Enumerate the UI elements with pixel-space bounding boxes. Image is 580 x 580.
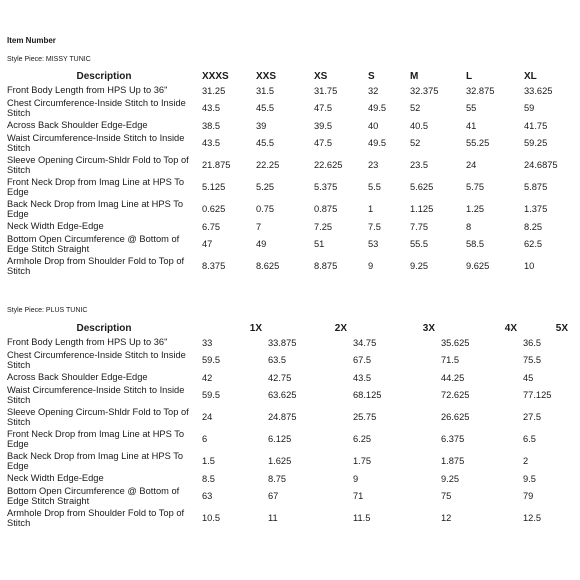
measurement-value: 59.5 [202,390,221,400]
measurement-description: Back Neck Drop from Imag Line at HPS To Edge [7,450,184,471]
description-header: Description [76,322,132,334]
table-row [6,336,574,349]
measurement-value: 59.25 [524,138,548,148]
measurement-value: 42 [202,372,213,383]
measurement-value: 8.75 [268,473,287,484]
measurement-value: 43.5 [202,103,221,113]
measurement-value: 5.375 [314,182,338,192]
measurement-value: 12.5 [523,513,542,523]
measurement-value: 8.875 [314,261,338,271]
measurement-description: Front Body Length from HPS Up to 36" [7,337,168,348]
measurement-value: 6 [202,434,208,444]
measurement-value: 11 [268,513,278,523]
table-row [6,428,574,450]
measurement-value: 43.5 [202,138,221,148]
measurement-description: Bottom Open Circumference @ Bottom of Edge Stitch Straight [7,485,180,506]
measurement-value: 6.5 [523,434,536,444]
measurement-value: 63 [202,491,213,501]
measurement-value: 71.5 [441,355,460,365]
table-row [6,485,574,507]
measurement-value: 7.5 [368,221,381,232]
measurement-value: 6.375 [441,434,465,444]
measurement-value: 79 [523,491,534,501]
size-header: M [410,70,419,82]
measurement-value: 67.5 [353,355,372,365]
measurement-value: 9.5 [523,473,536,484]
measurement-value: 24.875 [268,412,297,422]
measurement-value: 5.75 [466,182,485,192]
measurement-value: 47 [202,239,213,249]
measurement-value: 67 [268,491,279,501]
measurement-value: 41 [466,120,477,131]
measurement-value: 62.5 [524,239,543,249]
measurement-value: 2 [523,456,529,466]
measurement-value: 7.75 [410,221,429,232]
measurement-description: Across Back Shoulder Edge-Edge [7,372,148,383]
measurement-value: 5.625 [410,182,434,192]
measurement-description: Across Back Shoulder Edge-Edge [7,120,148,131]
measurement-value: 1.75 [353,456,372,466]
size-header: 2X [334,322,347,334]
measurement-value: 10 [524,261,535,271]
measurement-value: 33.875 [268,337,297,348]
size-header: S [368,70,375,82]
measurement-value: 25.75 [353,412,377,422]
measurement-value: 31.75 [314,85,338,96]
item-number-label: Item Number [7,36,56,45]
measurement-value: 22.625 [314,160,343,170]
measurement-value: 39.5 [314,120,333,131]
measurement-value: 31.25 [202,85,226,96]
table-row [6,472,574,485]
measurement-value: 1.5 [202,456,215,466]
table-row [6,176,574,198]
measurement-value: 7.25 [314,221,333,232]
missy-header-row [6,68,574,84]
measurement-value: 12 [441,513,452,523]
measurement-value: 75.5 [523,355,542,365]
table-row [6,233,574,255]
measurement-value: 6.75 [202,221,221,232]
measurement-value: 77.125 [523,390,552,400]
measurement-value: 5.25 [256,182,275,192]
table-row [6,349,574,371]
measurement-value: 5.5 [368,182,381,192]
measurement-value: 22.25 [256,160,280,170]
measurement-value: 43.5 [353,372,372,383]
measurement-value: 52 [410,138,421,148]
size-header: L [466,70,473,82]
measurement-value: 32 [368,85,379,96]
measurement-value: 1.125 [410,204,434,214]
table-row [6,507,574,529]
measurement-value: 7 [256,221,262,232]
measurement-value: 8.25 [524,221,543,232]
measurement-value: 51 [314,239,325,249]
measurement-value: 10.5 [202,513,221,523]
measurement-value: 9.25 [441,473,460,484]
size-header: 1X [249,322,262,334]
size-header: XS [314,70,328,82]
measurement-value: 9.625 [466,261,490,271]
size-header: XXXS [202,70,229,82]
measurement-description: Waist Circumference-Inside Stitch to Inside Stitch [7,384,185,405]
size-header: 4X [504,322,517,334]
size-header: 3X [422,322,435,334]
measurement-value: 49.5 [368,138,387,148]
size-header: XL [524,70,537,82]
measurement-description: Front Neck Drop from Imag Line at HPS To Edge [7,428,185,449]
measurement-value: 35.625 [441,337,470,348]
measurement-description: Back Neck Drop from Imag Line at HPS To Edge [7,198,184,219]
measurement-value: 47.5 [314,138,333,148]
measurement-value: 59 [524,103,535,113]
measurement-value: 11.5 [353,513,371,523]
measurement-value: 33 [202,337,213,348]
measurement-value: 8.375 [202,261,226,271]
measurement-value: 49.5 [368,103,387,113]
table-row [6,198,574,220]
measurement-value: 8.5 [202,473,215,484]
measurement-value: 75 [441,491,452,501]
measurement-value: 44.25 [441,372,465,383]
measurement-value: 40.5 [410,120,429,131]
measurement-value: 6.25 [353,434,372,444]
measurement-value: 45.5 [256,138,275,148]
measurement-description: Front Body Length from HPS Up to 36" [7,85,168,96]
measurement-value: 24 [202,412,213,422]
table-row [6,220,574,233]
measurement-value: 1.875 [441,456,465,466]
measurement-value: 45 [523,372,534,383]
table-row [6,97,574,119]
measurement-value: 53 [368,239,379,249]
measurement-value: 9 [368,261,374,271]
size-header: 5X [555,322,568,334]
measurement-value: 5.875 [524,182,548,192]
measurement-value: 34.75 [353,337,377,348]
measurement-value: 21.875 [202,160,231,170]
measurement-value: 68.125 [353,390,382,400]
measurement-value: 45.5 [256,103,275,113]
plus-size-table [6,320,574,529]
plus-header-row [6,320,574,336]
measurement-value: 8 [466,221,472,232]
measurement-description: Bottom Open Circumference @ Bottom of Edge Stitch Straight [7,233,180,254]
measurement-value: 42.75 [268,372,292,383]
measurement-value: 9 [353,473,359,484]
measurement-value: 32.375 [410,85,439,96]
measurement-value: 52 [410,103,421,113]
missy-style-piece: Style Piece: MISSY TUNIC [7,56,91,63]
measurement-value: 36.5 [523,337,542,348]
measurement-value: 1.25 [466,204,485,214]
measurement-description: Sleeve Opening Circum-Shldr Fold to Top of Stitch [7,154,189,175]
measurement-value: 0.75 [256,204,275,214]
measurement-value: 49 [256,239,267,249]
measurement-value: 1.375 [524,204,548,214]
table-row [6,84,574,97]
measurement-value: 55 [466,103,477,113]
measurement-value: 39 [256,120,267,131]
measurement-value: 9.25 [410,261,429,271]
measurement-value: 1 [368,204,374,214]
table-row [6,406,574,428]
measurement-description: Armhole Drop from Shoulder Fold to Top of Stitch [7,507,185,528]
measurement-description: Chest Circumference-Inside Stitch to Inside Stitch [7,97,186,118]
measurement-value: 71 [353,491,364,501]
measurement-value: 8.625 [256,261,280,271]
size-header: XXS [256,70,277,82]
table-row [6,255,574,277]
measurement-value: 24 [466,160,477,170]
measurement-value: 31.5 [256,85,275,96]
measurement-value: 23.5 [410,160,429,170]
table-row [6,132,574,154]
measurement-value: 23 [368,160,379,170]
measurement-description: Waist Circumference-Inside Stitch to Inside Stitch [7,132,185,153]
measurement-value: 26.625 [441,412,470,422]
measurement-value: 33.625 [524,85,553,96]
measurement-value: 41.75 [524,120,548,131]
measurement-value: 32.875 [466,85,495,96]
description-header: Description [76,70,132,82]
measurement-value: 27.5 [523,412,542,422]
measurement-value: 58.5 [466,239,485,249]
measurement-value: 1.625 [268,456,292,466]
table-row [6,371,574,384]
measurement-value: 55.5 [410,239,429,249]
plus-style-piece: Style Piece: PLUS TUNIC [7,307,88,314]
measurement-description: Neck Width Edge-Edge [7,473,104,484]
table-row [6,154,574,176]
measurement-description: Sleeve Opening Circum-Shldr Fold to Top of Stitch [7,406,189,427]
measurement-value: 24.6875 [524,160,558,170]
measurement-value: 5.125 [202,182,226,192]
measurement-value: 0.875 [314,204,338,214]
measurement-value: 6.125 [268,434,292,444]
measurement-value: 0.625 [202,204,226,214]
measurement-value: 40 [368,120,379,131]
measurement-value: 59.5 [202,355,221,365]
measurement-description: Chest Circumference-Inside Stitch to Inside Stitch [7,349,186,370]
measurement-description: Front Neck Drop from Imag Line at HPS To Edge [7,176,185,197]
measurement-value: 63.5 [268,355,287,365]
measurement-value: 55.25 [466,138,490,148]
measurement-description: Armhole Drop from Shoulder Fold to Top of Stitch [7,255,185,276]
table-row [6,450,574,472]
measurement-value: 38.5 [202,120,221,131]
measurement-description: Neck Width Edge-Edge [7,221,104,232]
missy-size-table [6,68,574,277]
measurement-value: 47.5 [314,103,333,113]
table-row [6,384,574,406]
table-row [6,119,574,132]
measurement-value: 63.625 [268,390,297,400]
measurement-value: 72.625 [441,390,470,400]
